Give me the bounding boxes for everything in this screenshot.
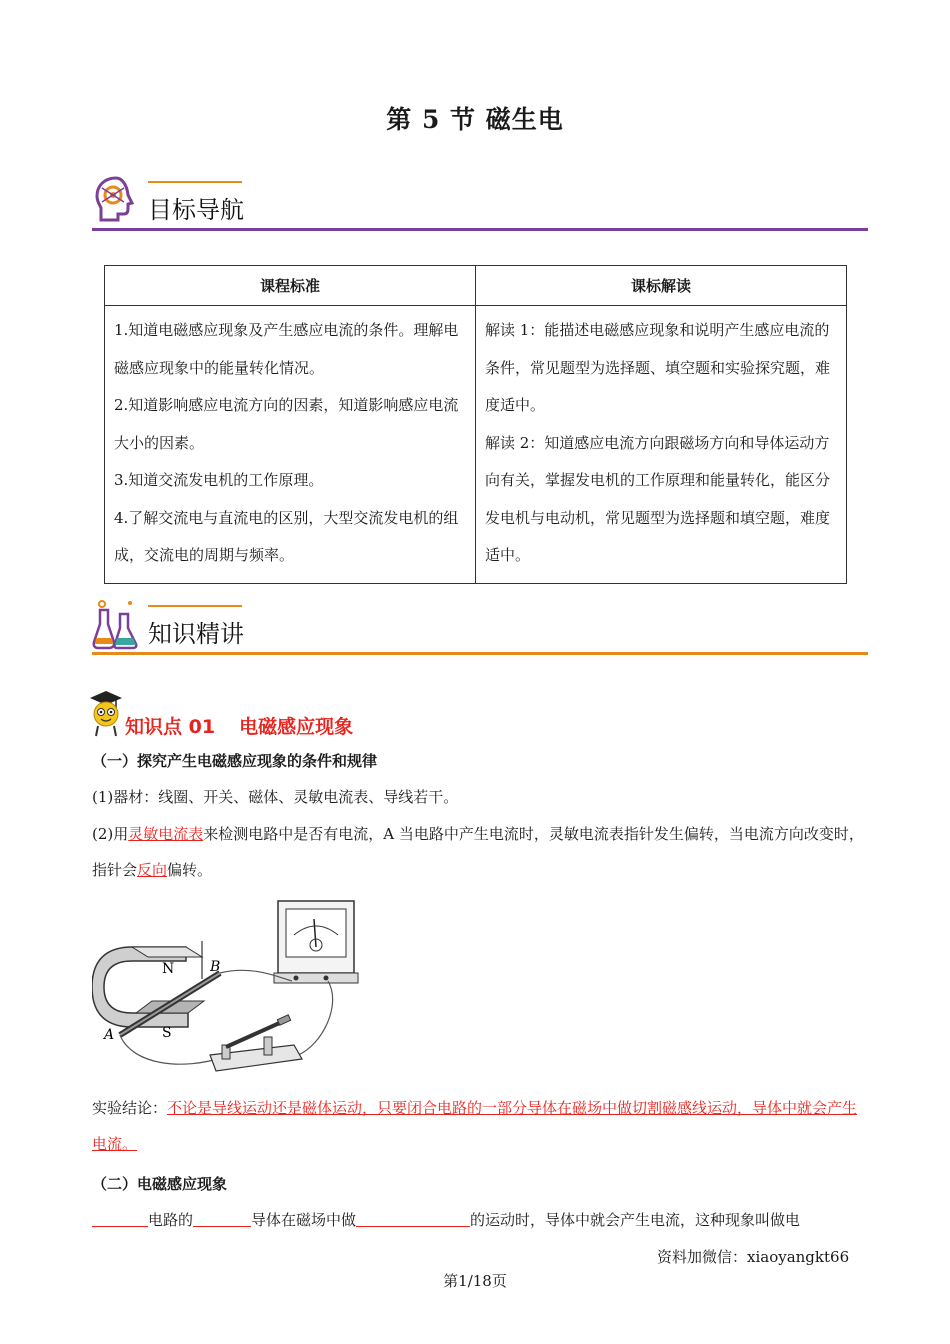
text-run: 来检测电路中是否有电流，A 当电路中产生电流时，灵敏电流表指针发生偏转，当电流方向改变时，指针会 [92, 825, 864, 879]
experiment-conclusion [92, 1090, 867, 1162]
label-n: N [162, 961, 175, 977]
text-run: 导体在磁场中做 [251, 1211, 357, 1229]
graduate-mascot-icon [86, 688, 126, 738]
contact-note: 资料加微信：xiaoyangkt66 [657, 1248, 850, 1266]
header-divider [92, 652, 868, 655]
subsection-title-1: （一）探究产生电磁感应现象的条件和规律 [92, 752, 378, 770]
conclusion-text: 不论是导线运动还是磁体运动，只要闭合电路的一部分导体在磁场中做切割磁感线运动，导体中就会产生电流。 [92, 1099, 858, 1153]
flask-icon [92, 598, 140, 650]
section-header-knowledge [92, 608, 868, 648]
curriculum-table [104, 265, 847, 584]
list-item: 解读 2：知道感应电流方向跟磁场方向和导体运动方向有关，掌握发电机的工作原理和能量转化，能区分发电机与电动机，常见题型为选择题和填空题，难度适中。 [485, 433, 831, 564]
knowledge-point-number: 知识点 01 [125, 716, 216, 738]
list-item: 4.了解交流电与直流电的区别，大型交流发电机的组成，交流电的周期与频率。 [114, 508, 459, 564]
label-a: A [104, 1027, 115, 1043]
section-label: 目标导航 [148, 196, 244, 224]
text-run: 的运动时，导体中就会产生电流，这种现象叫做电 [470, 1211, 801, 1229]
subsection-title-2: （二）电磁感应现象 [92, 1175, 228, 1193]
list-item: 3.知道交流发电机的工作原理。 [114, 471, 324, 489]
text-run: 电路的 [148, 1211, 194, 1229]
label-s: S [162, 1025, 172, 1041]
conclusion-label: 实验结论： [92, 1099, 168, 1117]
reading-cell [476, 306, 847, 584]
brain-head-icon [92, 174, 140, 226]
header-divider [92, 228, 868, 231]
page-number: 第1/18页 [443, 1272, 507, 1290]
list-item: 解读 1：能描述电磁感应现象和说明产生感应电流的条件，常见题型为选择题、填空题和实验探究题，难度适中。 [485, 321, 831, 414]
section-header-goal [92, 184, 868, 224]
section-label: 知识精讲 [148, 620, 244, 648]
fill-blank-sentence [92, 1202, 867, 1238]
paragraph-galvanometer [92, 816, 867, 888]
text-run: (2)用 [92, 825, 129, 843]
answer-galvanometer: 灵敏电流表 [128, 825, 204, 843]
table-header-reading: 课标解读 [476, 266, 847, 306]
list-item: 2.知道影响感应电流方向的因素，知道影响感应电流大小的因素。 [114, 396, 459, 452]
header-top-line [148, 605, 242, 607]
standard-cell [105, 306, 476, 584]
list-item: 1.知道电磁感应现象及产生感应电流的条件。理解电磁感应现象中的能量转化情况。 [114, 321, 459, 377]
header-top-line [148, 181, 242, 183]
page-title: 第 5 节 磁生电 [386, 105, 564, 134]
knowledge-point-title [125, 712, 377, 739]
answer-reverse: 反向 [137, 861, 168, 879]
text-run: 偏转。 [167, 861, 213, 879]
table-header-standard: 课程标准 [105, 266, 476, 306]
label-b: B [210, 959, 221, 975]
experiment-apparatus-figure [92, 895, 368, 1091]
blank-part[interactable] [193, 1208, 251, 1227]
blank-cutting[interactable] [356, 1208, 470, 1227]
knowledge-point-name: 电磁感应现象 [239, 716, 354, 738]
blank-closed[interactable] [92, 1208, 148, 1227]
paragraph-equipment: (1)器材：线圈、开关、磁体、灵敏电流表、导线若干。 [92, 788, 459, 806]
